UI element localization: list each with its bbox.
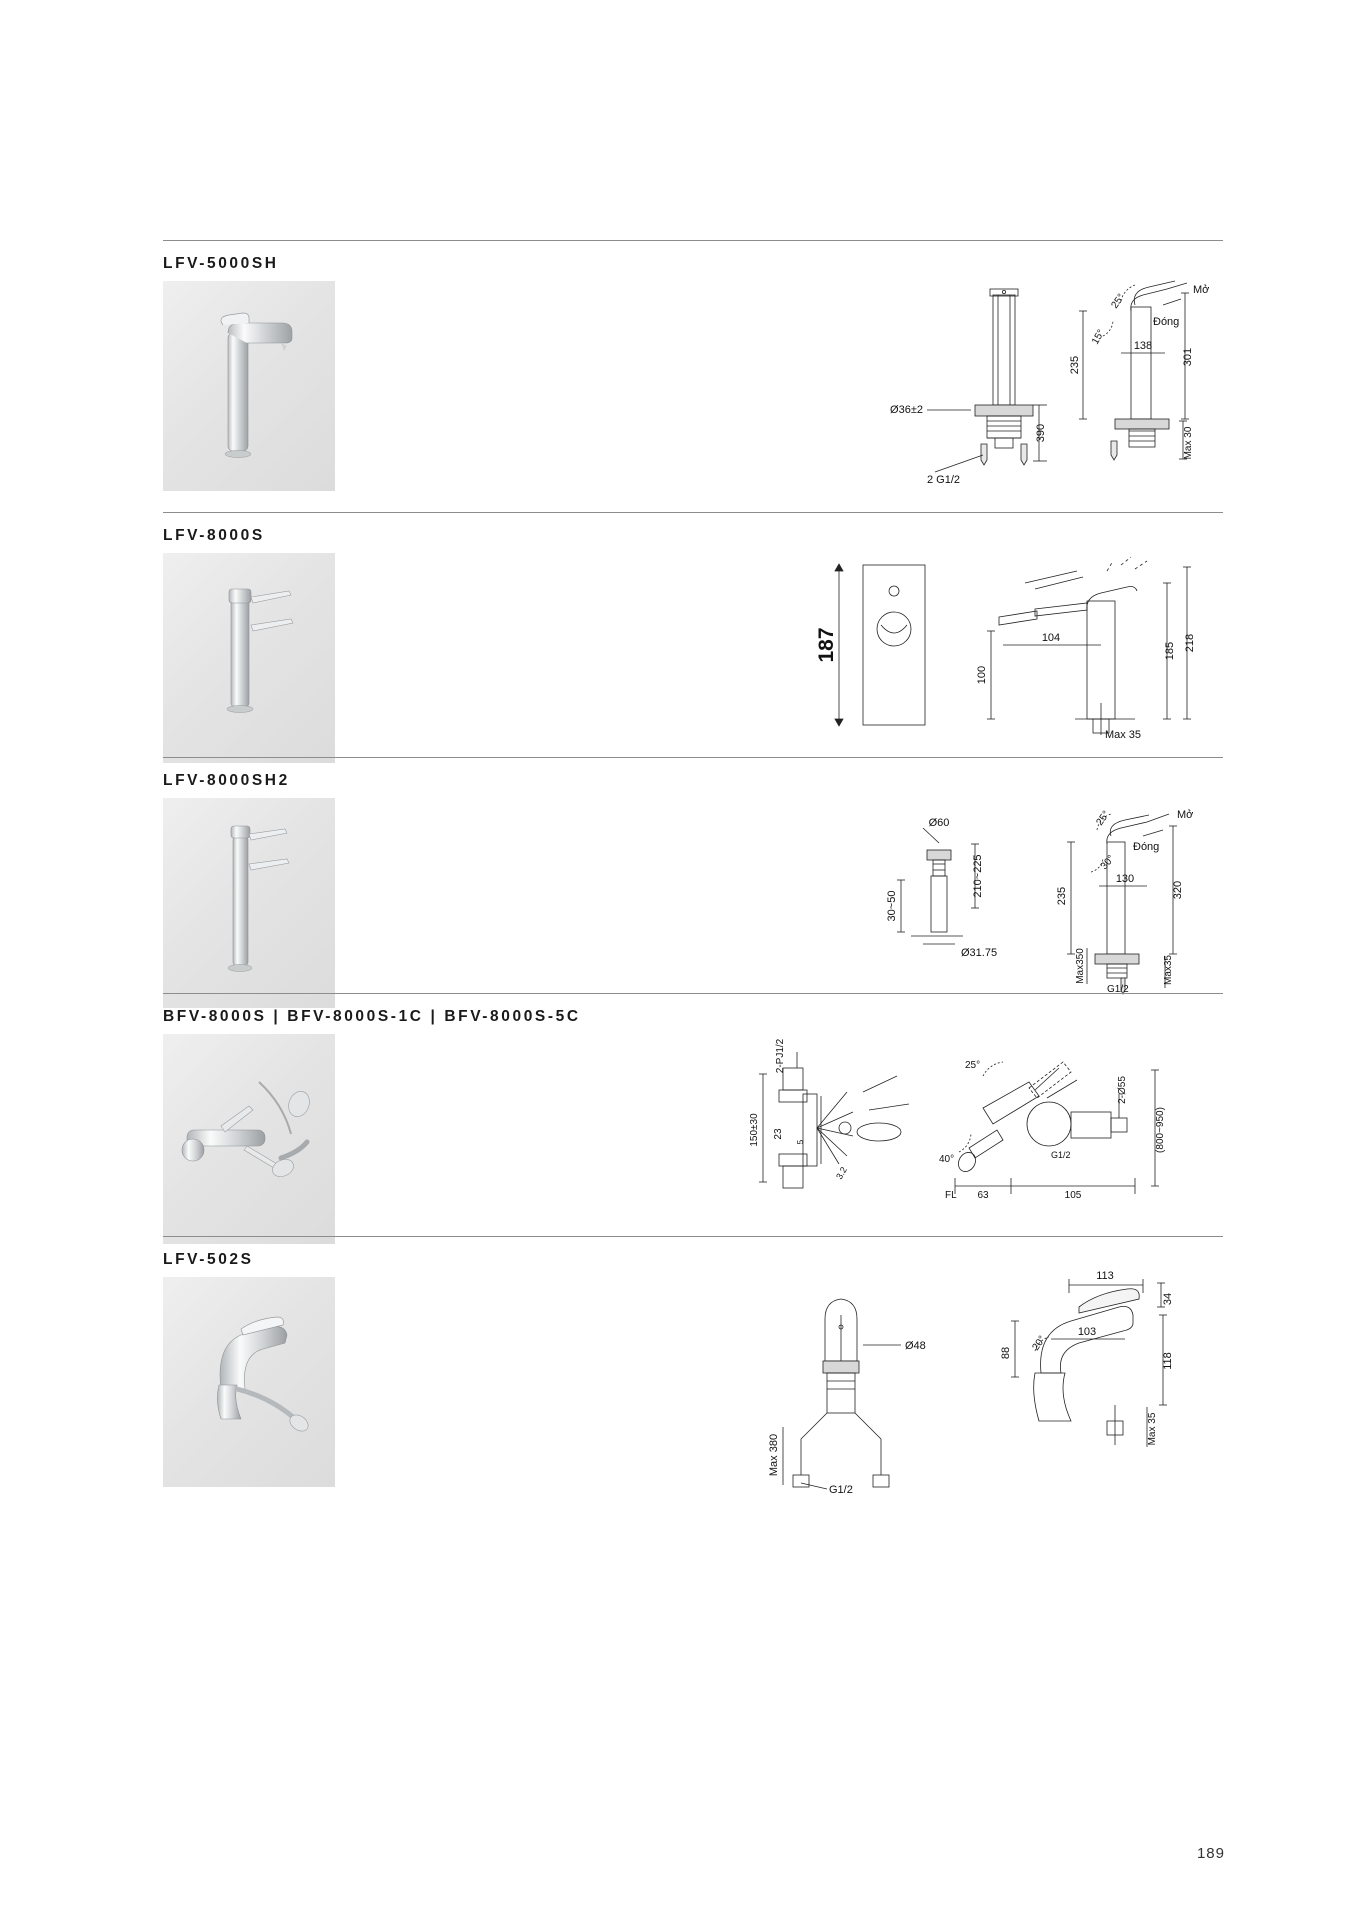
label-open: Mở bbox=[1193, 284, 1210, 296]
product-block-lfv-8000s bbox=[163, 512, 1223, 757]
dim-side-138: 138 bbox=[1133, 340, 1153, 352]
dim-max380: Max 380 bbox=[768, 1433, 780, 1477]
dim-max35: Max 35 bbox=[1147, 1412, 1158, 1446]
product-photo-lfv-5000sh bbox=[163, 281, 335, 491]
dim-max350: Max350 bbox=[1075, 948, 1086, 984]
dim-34: 34 bbox=[1162, 1292, 1174, 1306]
dim-angle-30: 30° bbox=[1098, 853, 1118, 872]
product-body bbox=[163, 1034, 1223, 1244]
dim-100: 100 bbox=[976, 665, 988, 685]
dim-front-3: 2 G1/2 bbox=[927, 474, 961, 486]
dim-104: 104 bbox=[1041, 632, 1061, 644]
product-block-lfv-5000sh bbox=[163, 240, 1223, 512]
product-photo-lfv-502s bbox=[163, 1277, 335, 1487]
product-title: LFV-5000SH bbox=[163, 255, 279, 272]
dim-side-301: 301 bbox=[1182, 347, 1194, 367]
dim-185: 185 bbox=[1164, 641, 1176, 661]
dim-5: 5 bbox=[796, 1139, 805, 1145]
product-photo-lfv-8000s bbox=[163, 553, 335, 763]
dim-150-30: 150±30 bbox=[749, 1113, 760, 1147]
product-title: LFV-8000SH2 bbox=[163, 772, 290, 789]
product-block-lfv-8000sh2 bbox=[163, 757, 1223, 993]
dim-side-235: 235 bbox=[1069, 355, 1081, 375]
dim-103: 103 bbox=[1077, 1326, 1097, 1338]
dim-max35: Max35 bbox=[1163, 954, 1174, 986]
dim-g12: G1/2 bbox=[829, 1484, 853, 1496]
product-block-lfv-502s bbox=[163, 1236, 1223, 1496]
dim-d60: Ø60 bbox=[928, 817, 950, 829]
dim-g12: G1/2 bbox=[1107, 984, 1129, 995]
dim-side-angle-25: 25° bbox=[1109, 292, 1128, 311]
dim-2-d55: 2-Ø55 bbox=[1117, 1076, 1128, 1104]
dim-235: 235 bbox=[1056, 886, 1068, 906]
dim-30-50: 30~50 bbox=[886, 890, 898, 922]
dim-angle-40: 40° bbox=[939, 1154, 955, 1165]
dim-800-950: (800~950) bbox=[1155, 1107, 1166, 1153]
product-photo-lfv-8000sh2 bbox=[163, 798, 335, 1008]
product-body bbox=[163, 281, 1223, 496]
product-title: LFV-502S bbox=[163, 1251, 254, 1268]
dim-210-225: 210~225 bbox=[972, 854, 984, 898]
dim-angle-25: 25° bbox=[1094, 809, 1113, 828]
dim-218: 218 bbox=[1184, 633, 1196, 653]
technical-drawings-lfv-8000s bbox=[335, 553, 1223, 743]
product-body bbox=[163, 798, 1223, 1008]
dim-105: 105 bbox=[1064, 1190, 1082, 1201]
label-close: Đóng bbox=[1133, 841, 1160, 853]
dim-d48: Ø48 bbox=[905, 1340, 926, 1352]
technical-drawings-lfv-8000sh2 bbox=[335, 798, 1223, 993]
dim-angle-20: 20° bbox=[1030, 1334, 1049, 1353]
dim-2-pj12: 2-PJ1/2 bbox=[775, 1038, 786, 1074]
product-body bbox=[163, 553, 1223, 763]
product-title: LFV-8000S bbox=[163, 527, 265, 544]
product-list bbox=[163, 240, 1223, 1496]
technical-drawings-bfv-8000s bbox=[335, 1034, 1223, 1234]
dim-g12: G1/2 bbox=[1051, 1150, 1071, 1160]
dim-187: 187 bbox=[815, 627, 838, 663]
dim-113: 113 bbox=[1096, 1270, 1114, 1282]
dim-130: 130 bbox=[1115, 873, 1135, 885]
label-close: Đóng bbox=[1153, 316, 1180, 328]
dim-max35: Max 35 bbox=[1104, 729, 1142, 741]
dim-88: 88 bbox=[1000, 1346, 1012, 1360]
dim-front-1: Ø36±2 bbox=[890, 404, 923, 416]
dim-front-2: 390 bbox=[1035, 423, 1047, 443]
product-photo-bfv-8000s bbox=[163, 1034, 335, 1244]
technical-drawings-lfv-502s bbox=[335, 1270, 1223, 1496]
dim-118: 118 bbox=[1162, 1352, 1174, 1370]
label-open: Mở bbox=[1177, 809, 1194, 821]
dim-63: 63 bbox=[977, 1190, 989, 1201]
dim-3-2: 3.2 bbox=[834, 1165, 849, 1181]
product-title: BFV-8000S | BFV-8000S-1C | BFV-8000S-5C bbox=[163, 1008, 581, 1025]
technical-drawings-lfv-5000sh bbox=[335, 281, 1223, 496]
product-body bbox=[163, 1270, 1223, 1496]
dim-side-max30: Max 30 bbox=[1183, 426, 1194, 460]
product-block-bfv-8000s bbox=[163, 993, 1223, 1236]
dim-d31-75: Ø31.75 bbox=[961, 947, 998, 959]
dim-side-angle-15: 15° bbox=[1090, 327, 1108, 347]
page-number: 189 bbox=[1196, 1845, 1225, 1862]
dim-angle-25: 25° bbox=[965, 1060, 981, 1071]
dim-23: 23 bbox=[773, 1128, 784, 1140]
dim-320: 320 bbox=[1172, 880, 1184, 900]
label-fl: FL bbox=[945, 1190, 957, 1201]
